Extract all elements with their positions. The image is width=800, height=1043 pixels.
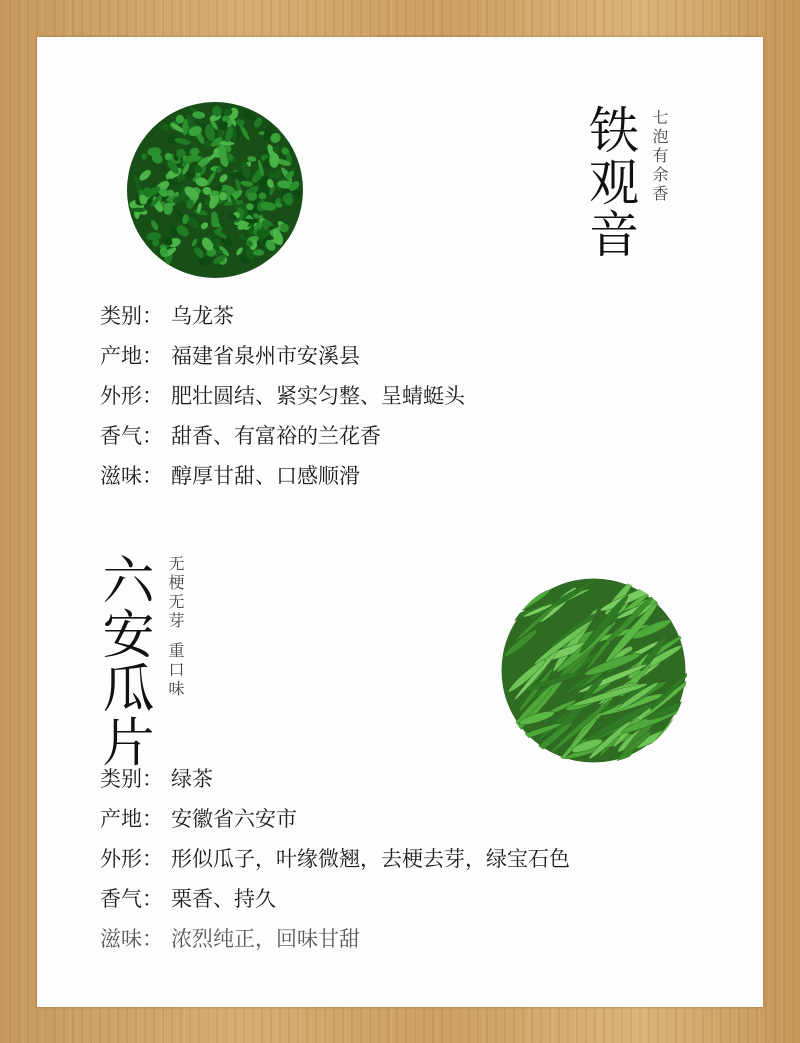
- tea2-title: 六安瓜片: [93, 553, 153, 769]
- attribute-label: 香气: [100, 424, 142, 448]
- attribute-row: [100, 456, 465, 496]
- attribute-separator: ：: [142, 767, 163, 791]
- attribute-separator: ：: [142, 304, 163, 328]
- attribute-label: 滋味: [100, 927, 142, 951]
- attribute-row: [100, 376, 465, 416]
- attribute-row: [100, 416, 465, 456]
- attribute-row: [100, 759, 570, 799]
- tea1-title: 铁观音: [581, 104, 639, 260]
- attribute-label: 类别: [100, 304, 142, 328]
- attribute-separator: ：: [142, 807, 163, 831]
- attribute-separator: ：: [142, 384, 163, 408]
- attribute-separator: ：: [142, 464, 163, 488]
- tea1-tagline: 七泡有余香: [650, 109, 669, 204]
- attribute-label: 香气: [100, 887, 142, 911]
- attribute-row: [100, 839, 570, 879]
- attribute-row: [100, 799, 570, 839]
- attribute-label: 外形: [100, 384, 142, 408]
- attribute-value: 乌龙茶: [171, 304, 234, 328]
- attribute-label: 类别: [100, 767, 142, 791]
- attribute-label: 产地: [100, 807, 142, 831]
- attribute-value: 甜香、有富裕的兰花香: [171, 424, 381, 448]
- attribute-label: 产地: [100, 344, 142, 368]
- tea2-tagline-1: 无梗无芽: [166, 555, 185, 631]
- attribute-separator: ：: [142, 927, 163, 951]
- attribute-value: 安徽省六安市: [171, 807, 297, 831]
- attribute-value: 浓烈纯正，回味甘甜: [171, 927, 360, 951]
- tea2-attribute-list: [100, 759, 570, 959]
- tieguanyin-leaves-image: [125, 100, 305, 280]
- attribute-value: 绿茶: [171, 767, 213, 791]
- attribute-separator: ：: [142, 344, 163, 368]
- tea1-attribute-list: [100, 296, 465, 496]
- attribute-value: 醇厚甘甜、口感顺滑: [171, 464, 360, 488]
- luan-guapian-leaves-image: [500, 577, 687, 764]
- attribute-label: 外形: [100, 847, 142, 871]
- attribute-row: [100, 336, 465, 376]
- attribute-value: 形似瓜子，叶缘微翘，去梗去芽，绿宝石色: [171, 847, 570, 871]
- tea2-tagline-2: 重口味: [166, 642, 185, 699]
- attribute-value: 福建省泉州市安溪县: [171, 344, 360, 368]
- attribute-row: [100, 879, 570, 919]
- attribute-value: 肥壮圆结、紧实匀整、呈蜻蜓头: [171, 384, 465, 408]
- attribute-label: 滋味: [100, 464, 142, 488]
- attribute-separator: ：: [142, 424, 163, 448]
- attribute-row: [100, 296, 465, 336]
- attribute-separator: ：: [142, 887, 163, 911]
- attribute-row: [100, 919, 570, 959]
- tea-info-card: [37, 37, 763, 1007]
- attribute-separator: ：: [142, 847, 163, 871]
- attribute-value: 栗香、持久: [171, 887, 276, 911]
